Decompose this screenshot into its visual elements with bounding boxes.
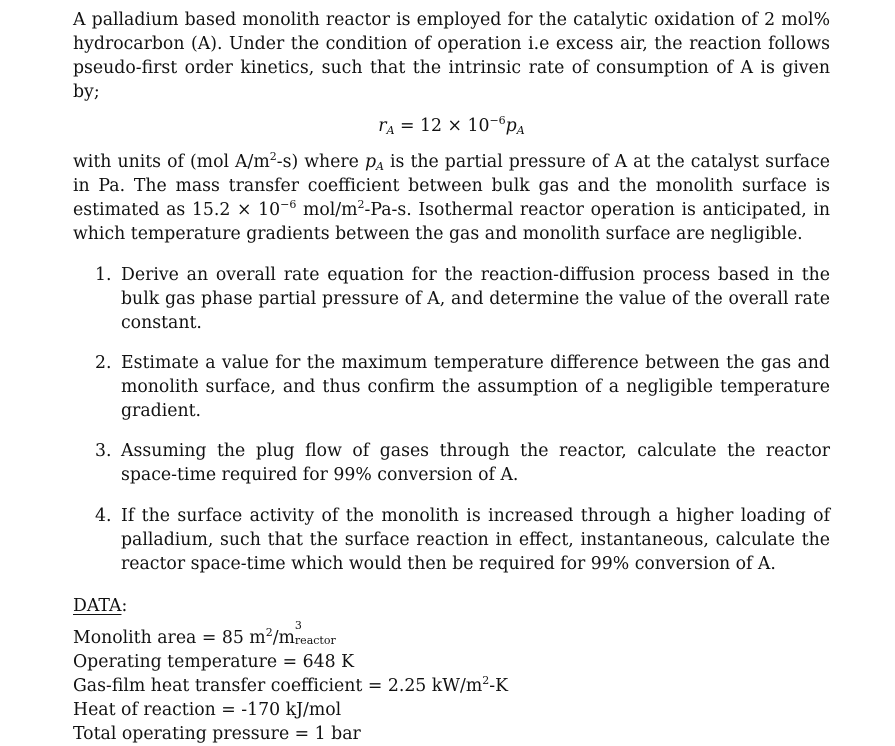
reactor-unit-stack: [294, 619, 336, 647]
units-paragraph: [73, 150, 830, 246]
question-text: Derive an overall rate equation for the reaction-diffusion process based in the bulk gas phase partial pressure of A, and determine the value of the overall rate constant.: [121, 265, 830, 333]
data-label: Monolith area: [73, 628, 197, 648]
data-sup: 2: [482, 674, 490, 687]
data-label: Total operating pressure: [73, 724, 290, 744]
question-number: 1.: [95, 265, 112, 285]
question-number: 2.: [95, 353, 112, 373]
units-sup-2: −6: [280, 198, 297, 211]
data-heading: [73, 594, 830, 618]
units-variable: p: [364, 152, 376, 172]
data-equals: =: [362, 676, 388, 696]
rate-exponent: −6: [489, 114, 506, 127]
data-value: 85 m: [221, 628, 266, 648]
data-sup: 3: [294, 619, 302, 632]
rate-symbol: r: [378, 116, 387, 136]
data-sup: 2: [265, 626, 273, 639]
question-item: [95, 351, 830, 423]
data-label: Operating temperature: [73, 652, 278, 672]
intro-paragraph: A palladium based monolith reactor is employed for the catalytic oxidation of 2 mol% hydrocarbon (A). Under the condition of operation i.e excess air, the reaction follows pseudo-first order kinetics, such that the intrinsic rate of consumption of A is given by;: [73, 10, 830, 102]
data-value: -170 kJ/mol: [241, 700, 342, 720]
question-list: [73, 263, 830, 576]
problem-document: [73, 8, 830, 746]
units-text-4: mol/m: [296, 200, 358, 220]
question-item: [95, 504, 830, 576]
question-item: [95, 263, 830, 335]
data-total-pressure: [73, 722, 830, 746]
rate-equation: [73, 114, 830, 138]
data-equals: =: [277, 652, 303, 672]
rate-coefficient: 12 × 10: [420, 116, 490, 136]
units-text-5: -Pa-s. Isothermal reactor operation is anticipated, in which temperature gradients between the gas and monolith surface are negligible.: [73, 200, 830, 244]
data-value-unit: /m: [272, 628, 295, 648]
data-equals: =: [196, 628, 222, 648]
data-label: Heat of reaction: [73, 700, 216, 720]
question-item: [95, 439, 830, 487]
pressure-variable: p: [505, 116, 517, 136]
data-monolith-area: [73, 619, 830, 650]
data-heading-text: DATA: [73, 596, 122, 616]
data-heat-transfer: [73, 674, 830, 698]
units-text-1: with units of (mol A/m: [73, 152, 270, 172]
pressure-subscript: A: [516, 124, 525, 137]
equals-sign: =: [400, 116, 415, 136]
units-text-2: -s) where: [276, 152, 365, 172]
question-text: Estimate a value for the maximum temperature difference between the gas and monolith surface, and thus confirm the assumption of a negligible temperature gradient.: [121, 353, 830, 421]
data-heading-colon: :: [121, 596, 128, 616]
data-equals: =: [289, 724, 315, 744]
units-sup-1: 2: [269, 150, 277, 163]
question-text: Assuming the plug flow of gases through the reactor, calculate the reactor space-time required for 99% conversion of A.: [121, 441, 830, 485]
units-variable-sub: A: [376, 160, 384, 173]
data-equals: =: [215, 700, 242, 720]
question-number: 3.: [95, 441, 112, 461]
data-label: Gas-film heat transfer coefficient: [73, 676, 363, 696]
data-heat-of-reaction: [73, 698, 830, 722]
data-value-unit: -K: [489, 676, 508, 696]
data-value: 2.25 kW/m: [387, 676, 483, 696]
units-text-3: is the partial pressure of A at the catalyst surface in Pa. The mass transfer coefficient between bulk gas and the monolith surface is estimated as 15.2 × 10: [73, 152, 830, 220]
rate-subscript: A: [386, 124, 395, 137]
data-value: 648 K: [302, 652, 355, 672]
units-sup-3: 2: [357, 198, 365, 211]
question-text: If the surface activity of the monolith is increased through a higher loading of palladium, such that the surface reaction in effect, instantaneous, calculate the reactor space-time which would then be required for 99% conversion of A.: [121, 506, 830, 574]
data-operating-temperature: [73, 650, 830, 674]
data-value: 1 bar: [314, 724, 361, 744]
question-number: 4.: [95, 506, 112, 526]
data-sub: reactor: [294, 634, 336, 647]
